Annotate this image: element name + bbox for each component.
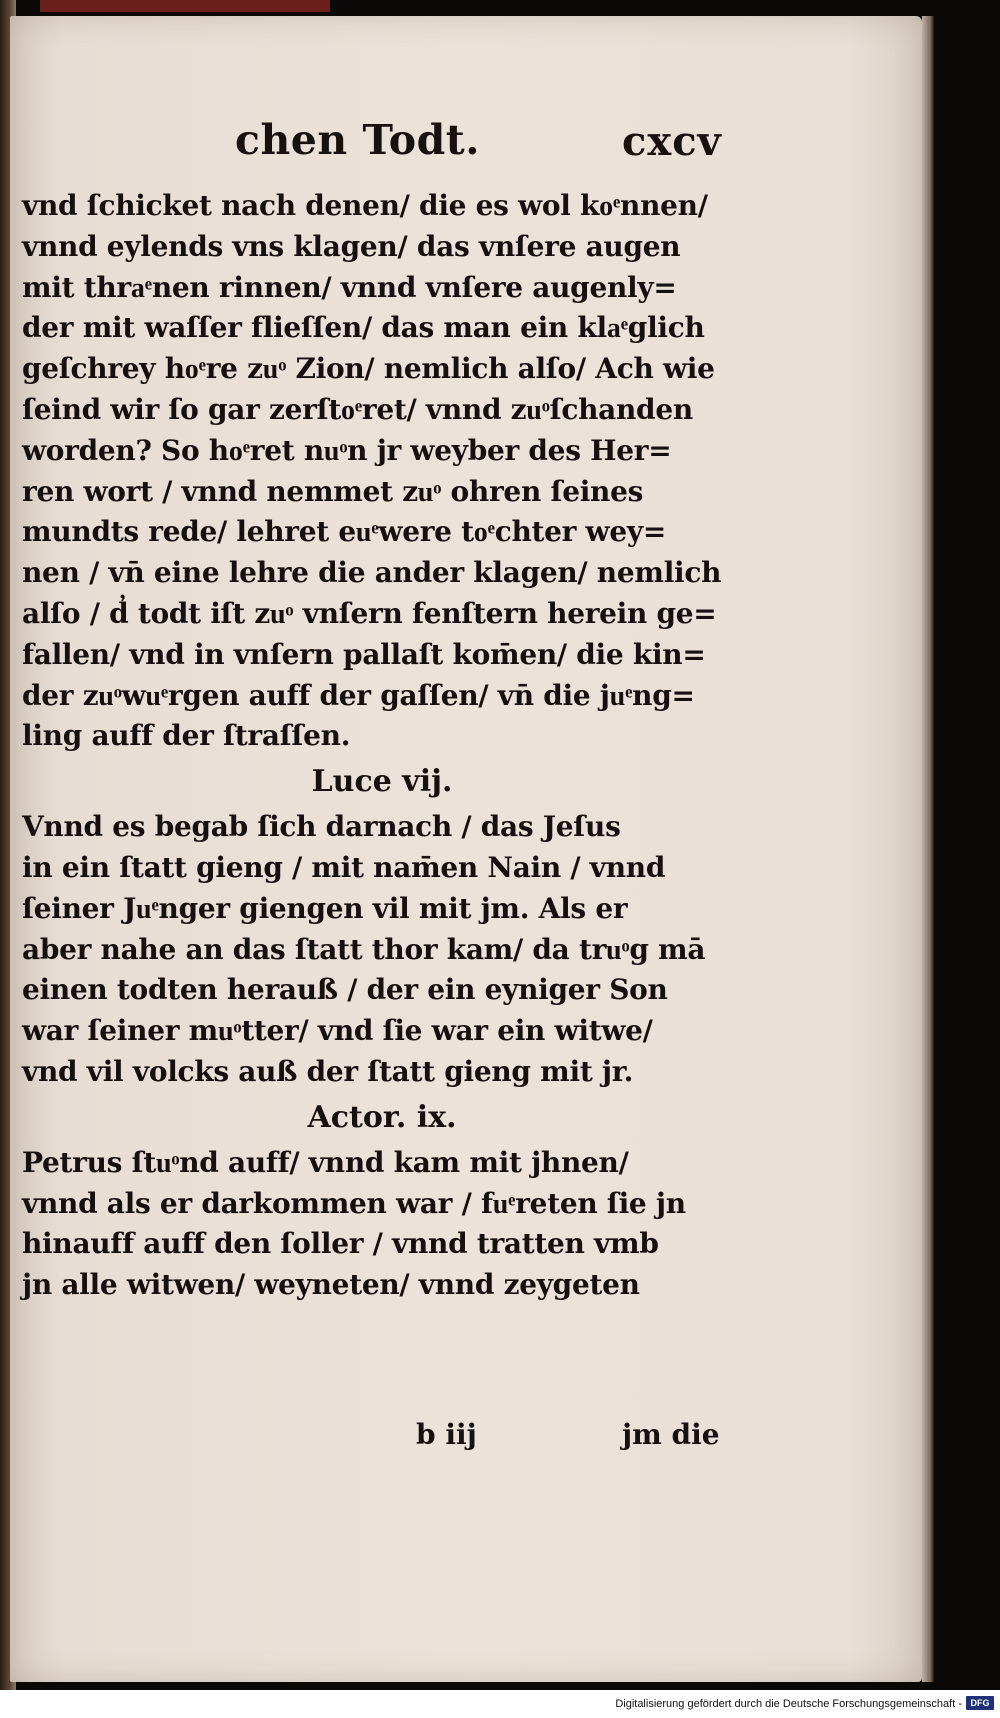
text-line: ſeiner Juͤnger giengen vil mit jm. Als er — [22, 891, 628, 925]
text-line: geſchrey hoͤre zuͦ Zion/ nemlich alſo/ Ach wie — [22, 352, 715, 386]
text-line: der zuͦwuͤrgen auff der gaſſen/ vn̄ die juͤng= — [22, 678, 695, 712]
text-line: fallen/ vnd in vnſern pallaſt kom̄en/ die kin= — [22, 637, 706, 671]
text-line: der mit waſſer flieſſen/ das man ein klaͤglich — [22, 311, 705, 345]
page-body — [22, 186, 742, 1306]
text-line: ſeind wir ſo gar zerſtoͤret/ vnnd zuͦſchanden — [22, 392, 693, 426]
text-line: vnd ſchicket nach denen/ die es wol koͤnnen/ — [22, 189, 708, 222]
text-line: Vnnd es begab ſich darnach / das Jeſus — [22, 810, 621, 844]
text-line: ling auff der ſtraſſen. — [22, 719, 351, 753]
dfg-logo: DFG — [966, 1696, 994, 1710]
text-line: mit thraͤnen rinnen/ vnnd vnſere augenly= — [22, 270, 677, 304]
text-line: hinauff auff den ſoller / vnnd tratten vmb — [22, 1227, 659, 1261]
signature-mark: b iij — [416, 1418, 477, 1451]
text-line: worden? So hoͤret nuͦn jr weyber des Her= — [22, 433, 672, 467]
section-heading-luce: Luce vij. — [311, 764, 453, 800]
text-line: vnnd als er darkommen war / fuͤreten ſie jn — [22, 1186, 686, 1220]
text-line: vnnd eylends vns klagen/ das vnſere augen — [22, 229, 681, 263]
section-heading-actor: Actor. ix. — [307, 1099, 457, 1135]
funding-credit: Digitalisierung gefördert durch die Deutsche Forschungsgemeinschaft - — [615, 1698, 962, 1710]
text-line: nen / vn̄ eine lehre die ander klagen/ nemlich — [22, 556, 722, 590]
text-line: einen todten herauß / der ein eyniger Son — [22, 973, 668, 1007]
text-line: Petrus ſtuͦnd auff/ vnnd kam mit jhnen/ — [22, 1145, 629, 1179]
text-line: mundts rede/ lehret euͤwere toͤchter wey= — [22, 515, 667, 549]
running-head: chen Todt. — [235, 116, 480, 164]
text-line: jn alle witwen/ weyneten/ vnnd zeygeten — [22, 1268, 640, 1302]
signature-line — [10, 1418, 922, 1458]
text-line: aber nahe an das ſtatt thor kam/ da truͦg mā — [22, 932, 706, 966]
binding-top-edge — [40, 0, 330, 12]
text-line: ren wort / vnnd nemmet zuͦ ohren ſeines — [22, 474, 644, 508]
book-page — [10, 16, 922, 1682]
catchword: jm die — [622, 1418, 720, 1451]
folio-number: cxcv — [622, 118, 722, 165]
text-line: alſo / d̓ todt iſt zuͦ vnſern fenſtern herein ge= — [22, 596, 717, 630]
page-header — [10, 116, 922, 176]
text-line: vnd vil volcks auß der ſtatt gieng mit jr. — [22, 1054, 634, 1088]
text-line: war ſeiner muͦtter/ vnd ſie war ein witwe/ — [22, 1014, 653, 1048]
page-fore-edge — [922, 16, 934, 1682]
text-line: in ein ſtatt gieng / mit nam̄en Nain / vnnd — [22, 850, 666, 884]
footer-bar — [0, 1690, 1000, 1718]
